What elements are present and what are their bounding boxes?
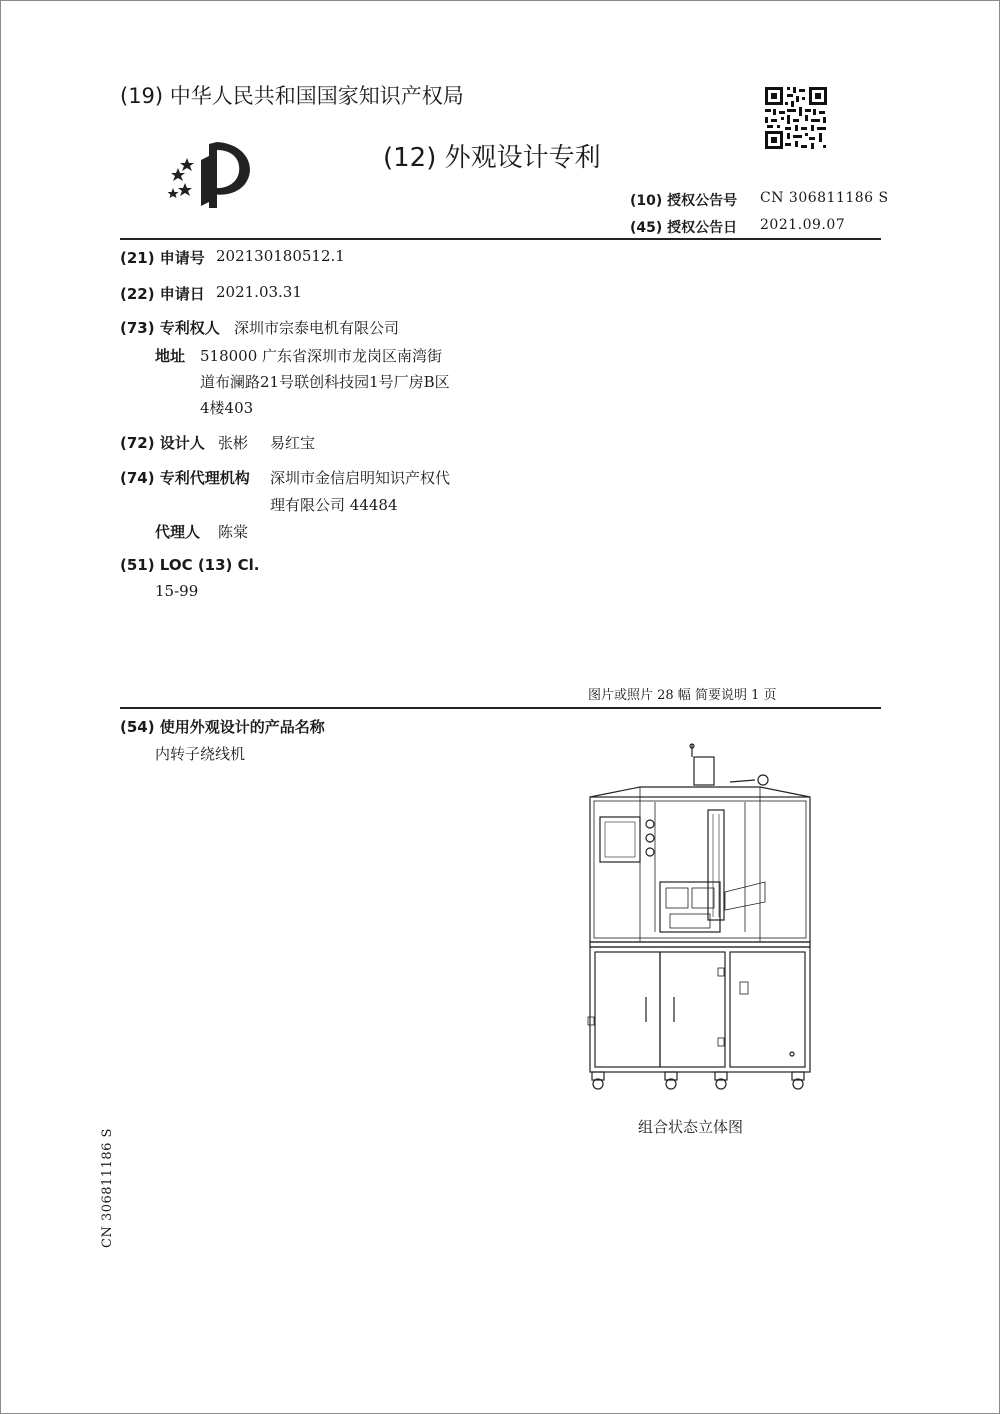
agent: 陈棠 <box>218 523 249 541</box>
button-green-icon <box>646 820 654 828</box>
publication-date-label: (45) 授权公告日 <box>630 220 738 236</box>
agency-line-2: 理有限公司 44484 <box>270 496 398 514</box>
upper-frame <box>590 797 810 942</box>
application-number: 202130180512.1 <box>216 247 345 265</box>
tension-reel-icon <box>758 775 768 785</box>
agency-label: (74) 专利代理机构 <box>120 469 250 487</box>
product-name: 内转子绕线机 <box>155 745 246 763</box>
office-heading: (19) 中华人民共和国国家知识产权局 <box>120 84 464 108</box>
cabinet-door-right <box>660 952 725 1067</box>
cabinet-side-panel <box>730 952 805 1067</box>
button-red-icon <box>646 848 654 856</box>
button-yellow-icon <box>646 834 654 842</box>
qr-code-icon <box>763 85 829 151</box>
lower-cabinet <box>590 947 810 1072</box>
designer-2: 易红宝 <box>270 434 316 452</box>
document-type-title: (12) 外观设计专利 <box>383 143 601 173</box>
loc-classification-label: (51) LOC (13) Cl. <box>120 556 260 574</box>
header-divider <box>120 238 881 240</box>
application-number-label: (21) 申请号 <box>120 249 205 267</box>
product-name-label: (54) 使用外观设计的产品名称 <box>120 718 325 736</box>
cnipa-emblem-icon <box>165 138 260 210</box>
patentee: 深圳市宗泰电机有限公司 <box>234 319 400 337</box>
designer-1: 张彬 <box>218 434 249 452</box>
loc-classification: 15-99 <box>155 582 199 600</box>
vertical-column <box>708 810 724 920</box>
patentee-label: (73) 专利权人 <box>120 319 220 337</box>
summary-divider <box>120 707 881 709</box>
agency-line-1: 深圳市金信启明知识产权代 <box>270 469 451 487</box>
agent-label: 代理人 <box>155 523 201 541</box>
filing-date: 2021.03.31 <box>216 283 302 301</box>
machine-perspective-drawing <box>580 742 815 1094</box>
address-line-1: 518000 广东省深圳市龙岗区南湾街 <box>200 347 443 365</box>
figure-caption: 组合状态立体图 <box>638 1118 744 1136</box>
filing-date-label: (22) 申请日 <box>120 285 205 303</box>
designers-label: (72) 设计人 <box>120 434 205 452</box>
cabinet-door-left <box>595 952 660 1067</box>
images-and-description-count: 图片或照片 28 幅 简要说明 1 页 <box>588 688 777 703</box>
control-screen <box>600 817 640 862</box>
address-label: 地址 <box>155 347 186 365</box>
publication-number-label: (10) 授权公告号 <box>630 193 738 209</box>
winding-head <box>660 882 720 932</box>
publication-number: CN 306811186 S <box>760 190 889 206</box>
address-line-3: 4楼403 <box>200 399 254 417</box>
table-top <box>590 942 810 947</box>
publication-date: 2021.09.07 <box>760 217 846 233</box>
top-spool-box <box>694 757 714 785</box>
address-line-2: 道布澜路21号联创科技园1号厂房B区 <box>200 373 450 391</box>
side-margin-publication-number: CN 306811186 S <box>100 1128 115 1248</box>
